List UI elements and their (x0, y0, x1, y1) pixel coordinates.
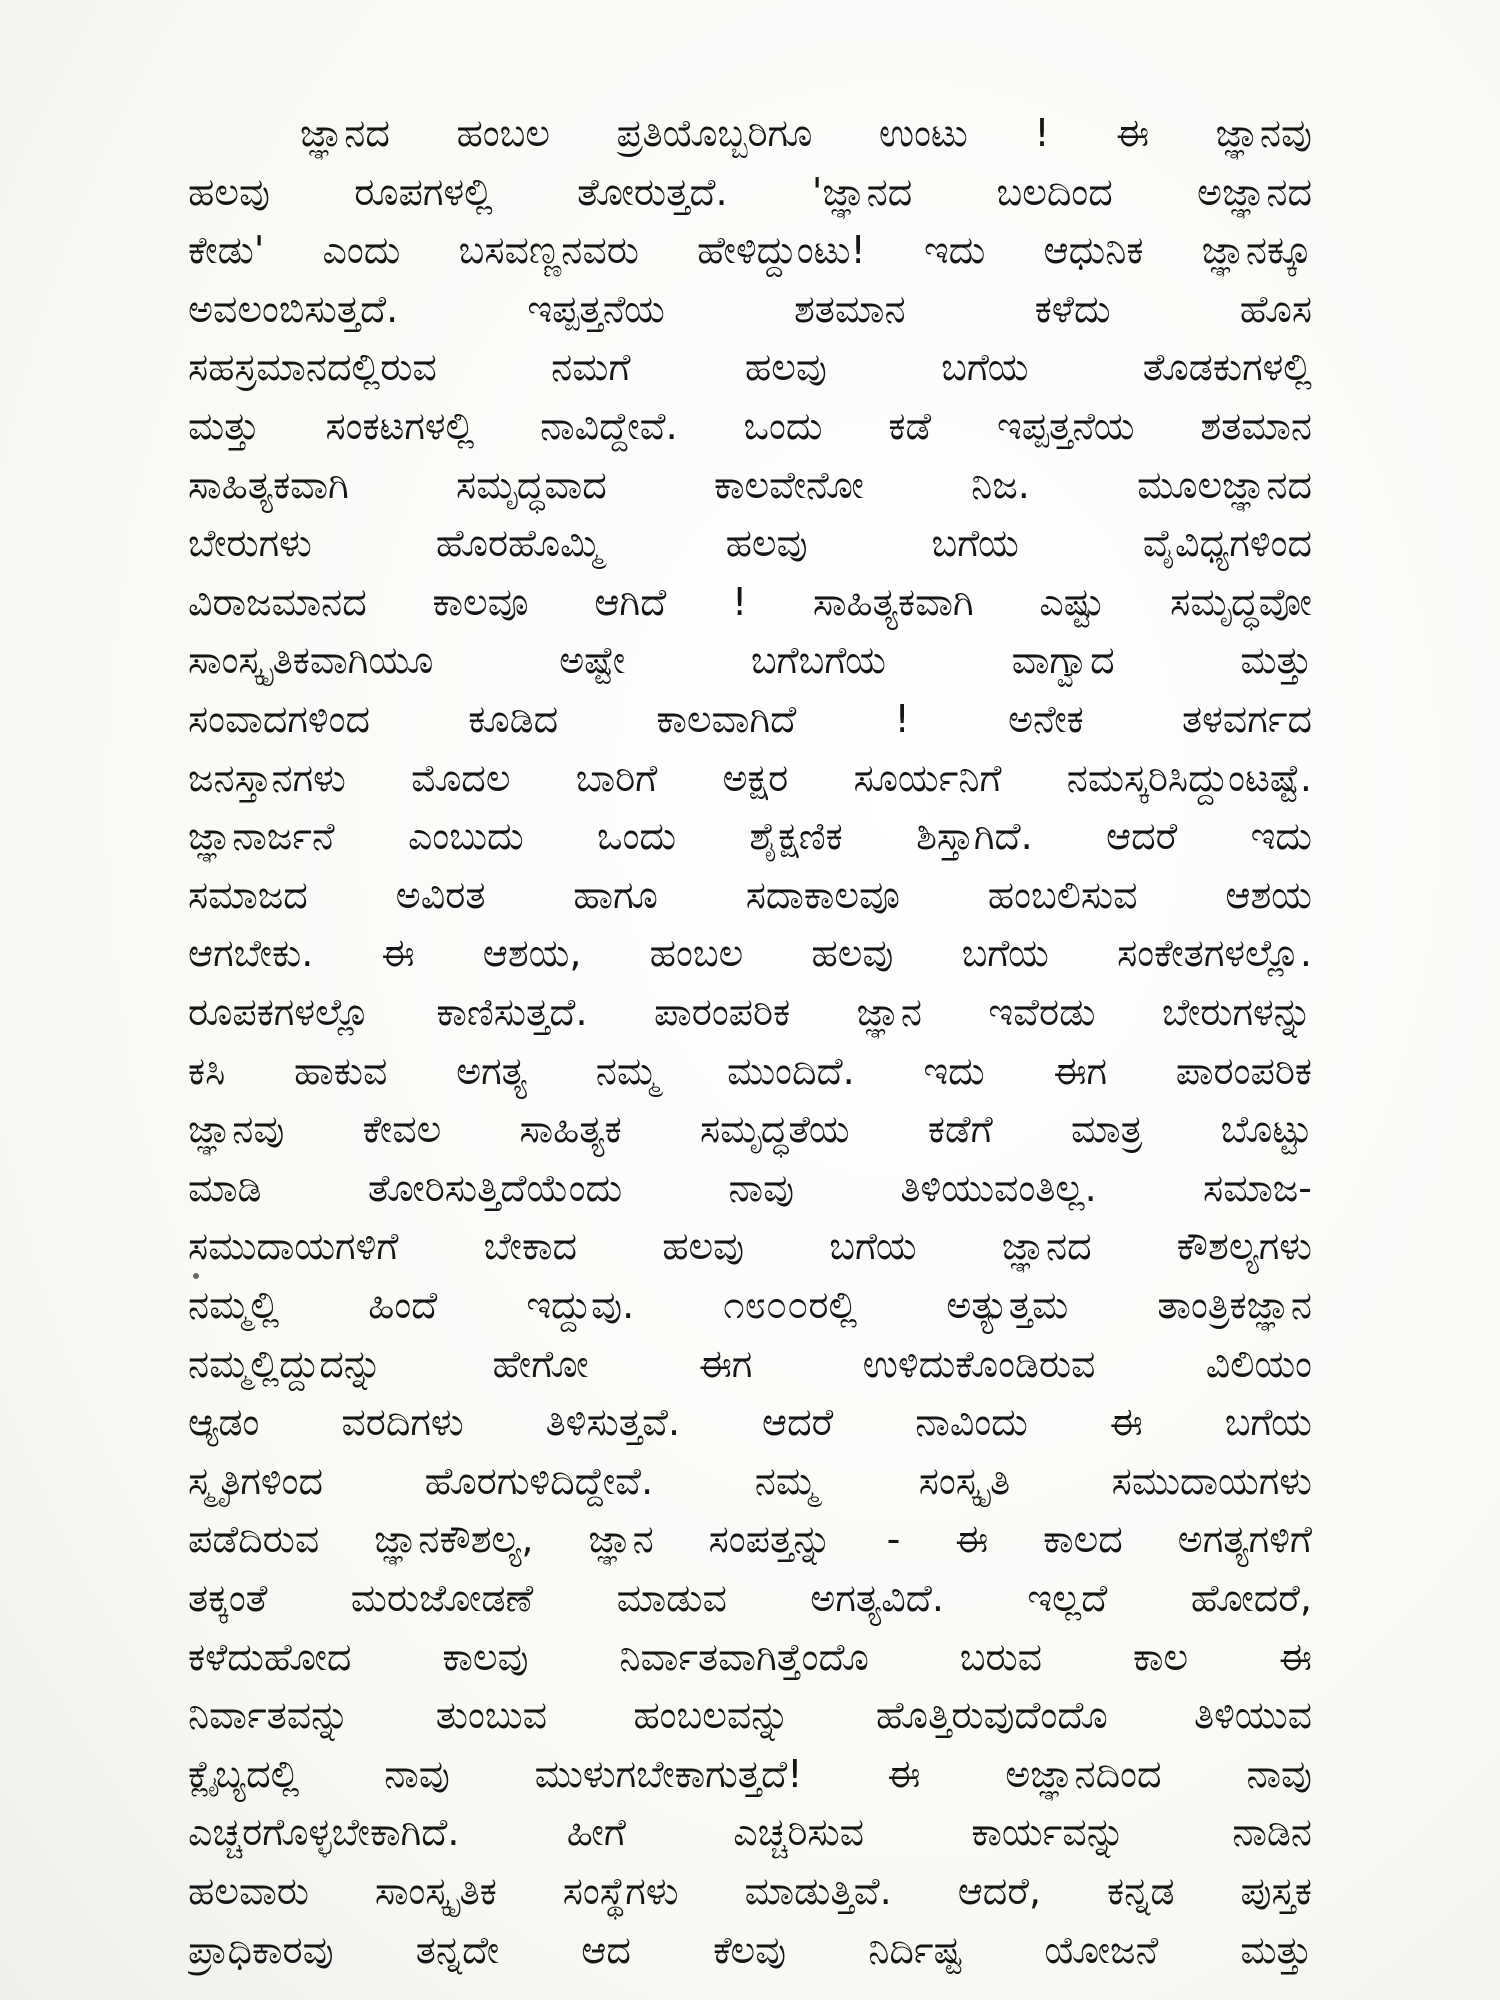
text-line: ವಿರಾಜಮಾನದ ಕಾಲವೂ ಆಗಿದೆ ! ಸಾಹಿತ್ಯಕವಾಗಿ ಎಷ್ಟು ಸಮೃದ್ಧವೋ (188, 579, 1312, 624)
text-line: ಆಗಬೇಕು. ಈ ಆಶಯ, ಹಂಬಲ ಹಲವು ಬಗೆಯ ಸಂಕೇತಗಳಲ್ಲೊ. (188, 931, 1312, 976)
scan-speck (193, 1273, 199, 1279)
text-line: ಸಹಸ್ರಮಾನದಲ್ಲಿರುವ ನಮಗೆ ಹಲವು ಬಗೆಯ ತೊಡಕುಗಳಲ್ಲಿ (188, 345, 1312, 390)
text-line: ಕ್ಲೈಬ್ಯದಲ್ಲಿ ನಾವು ಮುಳುಗಬೇಕಾಗುತ್ತದೆ! ಈ ಅಜ್ಞಾನದಿಂದ ನಾವು (188, 1751, 1312, 1796)
text-line: ಪ್ರಾಧಿಕಾರವು ತನ್ನದೇ ಆದ ಕೆಲವು ನಿರ್ದಿಷ್ಟ ಯೋಜನೆ ಮತ್ತು (188, 1927, 1312, 1972)
text-line: ಸಾಹಿತ್ಯಕವಾಗಿ ಸಮೃದ್ಧವಾದ ಕಾಲವೇನೋ ನಿಜ. ಮೂಲಜ್ಞಾನದ (188, 462, 1312, 507)
text-line: ಕೇಡು' ಎಂದು ಬಸವಣ್ಣನವರು ಹೇಳಿದ್ದುಂಟು! ಇದು ಆಧುನಿಕ ಜ್ಞಾನಕ್ಕೂ (188, 228, 1312, 273)
text-line: ನಿರ್ವಾತವನ್ನು ತುಂಬುವ ಹಂಬಲವನ್ನು ಹೊತ್ತಿರುವುದೆಂದೊ ತಿಳಿಯುವ (188, 1693, 1312, 1738)
text-line: ಬೇರುಗಳು ಹೊರಹೊಮ್ಮಿ ಹಲವು ಬಗೆಯ ವೈವಿಧ್ಯಗಳಿಂದ (188, 521, 1312, 566)
text-line: ಮತ್ತು ಸಂಕಟಗಳಲ್ಲಿ ನಾವಿದ್ದೇವೆ. ಒಂದು ಕಡೆ ಇಪ್ಪತ್ತನೆಯ ಶತಮಾನ (188, 404, 1312, 448)
text-line: ಕಳೆದುಹೋದ ಕಾಲವು ನಿರ್ವಾತವಾಗಿತ್ತೆಂದೊ ಬರುವ ಕಾಲ ಈ (188, 1634, 1312, 1679)
text-line: ಆ್ಯಡಂ ವರದಿಗಳು ತಿಳಿಸುತ್ತವೆ. ಆದರೆ ನಾವಿಂದು ಈ ಬಗೆಯ (188, 1400, 1312, 1445)
text-line: ಹಲವು ರೂಪಗಳಲ್ಲಿ ತೋರುತ್ತದೆ. 'ಜ್ಞಾನದ ಬಲದಿಂದ ಅಜ್ಞಾನದ (188, 169, 1312, 214)
text-line: ಜ್ಞಾನಾರ್ಜನೆ ಎಂಬುದು ಒಂದು ಶೈಕ್ಷಣಿಕ ಶಿಸ್ತಾಗಿದೆ. ಆದರೆ ಇದು (188, 814, 1312, 859)
text-line: ಸ್ಮೃತಿಗಳಿಂದ ಹೊರಗುಳಿದಿದ್ದೇವೆ. ನಮ್ಮ ಸಂಸ್ಕೃತಿ ಸಮುದಾಯಗಳು (188, 1458, 1312, 1503)
text-line: ರೂಪಕಗಳಲ್ಲೊ ಕಾಣಿಸುತ್ತದೆ. ಪಾರಂಪರಿಕ ಜ್ಞಾನ ಇವೆರಡು ಬೇರುಗಳನ್ನು (188, 990, 1312, 1034)
text-line: ತಕ್ಕಂತೆ ಮರುಜೋಡಣೆ ಮಾಡುವ ಅಗತ್ಯವಿದೆ. ಇಲ್ಲದೆ ಹೋದರೆ, (188, 1576, 1312, 1620)
text-line: ಪಡೆದಿರುವ ಜ್ಞಾನಕೌಶಲ್ಯ, ಜ್ಞಾನ ಸಂಪತ್ತನ್ನು - ಈ ಕಾಲದ ಅಗತ್ಯಗಳಿಗೆ (188, 1517, 1312, 1562)
text-line: ನಮ್ಮಲ್ಲಿದ್ದುದನ್ನು ಹೇಗೋ ಈಗ ಉಳಿದುಕೊಂಡಿರುವ ವಿಲಿಯಂ (188, 1341, 1312, 1386)
text-line: ಹಲವಾರು ಸಾಂಸ್ಕೃತಿಕ ಸಂಸ್ಥೆಗಳು ಮಾಡುತ್ತಿವೆ. ಆದರೆ, ಕನ್ನಡ ಪುಸ್ತಕ (188, 1869, 1312, 1913)
text-line: ಸಮುದಾಯಗಳಿಗೆ ಬೇಕಾದ ಹಲವು ಬಗೆಯ ಜ್ಞಾನದ ಕೌಶಲ್ಯಗಳು (188, 1224, 1312, 1269)
text-line: ಮಾಡಿ ತೋರಿಸುತ್ತಿದೆಯೆಂದು ನಾವು ತಿಳಿಯುವಂತಿಲ್ಲ. ಸಮಾಜ- (188, 1165, 1312, 1210)
text-line: ನಮ್ಮಲ್ಲಿ ಹಿಂದೆ ಇದ್ದುವು. ೧೮೦೦ರಲ್ಲಿ ಅತ್ಯುತ್ತಮ ತಾಂತ್ರಿಕಜ್ಞಾನ (188, 1283, 1312, 1327)
text-line: ಜ್ಞಾನವು ಕೇವಲ ಸಾಹಿತ್ಯಕ ಸಮೃದ್ಧತೆಯ ಕಡೆಗೆ ಮಾತ್ರ ಬೊಟ್ಟು (188, 1107, 1312, 1152)
text-line: ಎಚ್ಚರಗೊಳ್ಳಬೇಕಾಗಿದೆ. ಹೀಗೆ ಎಚ್ಚರಿಸುವ ಕಾರ್ಯವನ್ನು ನಾಡಿನ (188, 1810, 1312, 1855)
text-line: ಸಮಾಜದ ಅವಿರತ ಹಾಗೂ ಸದಾಕಾಲವೂ ಹಂಬಲಿಸುವ ಆಶಯ (188, 872, 1312, 917)
text-line: ಜನಸ್ತಾನಗಳು ಮೊದಲ ಬಾರಿಗೆ ಅಕ್ಷರ ಸೂರ್ಯನಿಗೆ ನಮಸ್ಕರಿಸಿದ್ದುಂಟಷ್ಟೆ. (188, 755, 1312, 800)
text-line: ಅವಲಂಬಿಸುತ್ತದೆ. ಇಪ್ಪತ್ತನೆಯ ಶತಮಾನ ಕಳೆದು ಹೊಸ (188, 286, 1312, 331)
text-line: ಜ್ಞಾನದ ಹಂಬಲ ಪ್ರತಿಯೊಬ್ಬರಿಗೂ ಉಂಟು ! ಈ ಜ್ಞಾನವು (300, 111, 1312, 155)
text-line: ಸಾಂಸ್ಕೃತಿಕವಾಗಿಯೂ ಅಷ್ಟೇ ಬಗೆಬಗೆಯ ವಾಗ್ವಾದ ಮತ್ತು (188, 638, 1312, 683)
text-line: ಸಂವಾದಗಳಿಂದ ಕೂಡಿದ ಕಾಲವಾಗಿದೆ ! ಅನೇಕ ತಳವರ್ಗದ (188, 697, 1312, 741)
text-line: ಕಸಿ ಹಾಕುವ ಅಗತ್ಯ ನಮ್ಮ ಮುಂದಿದೆ. ಇದು ಈಗ ಪಾರಂಪರಿಕ (188, 1048, 1312, 1093)
